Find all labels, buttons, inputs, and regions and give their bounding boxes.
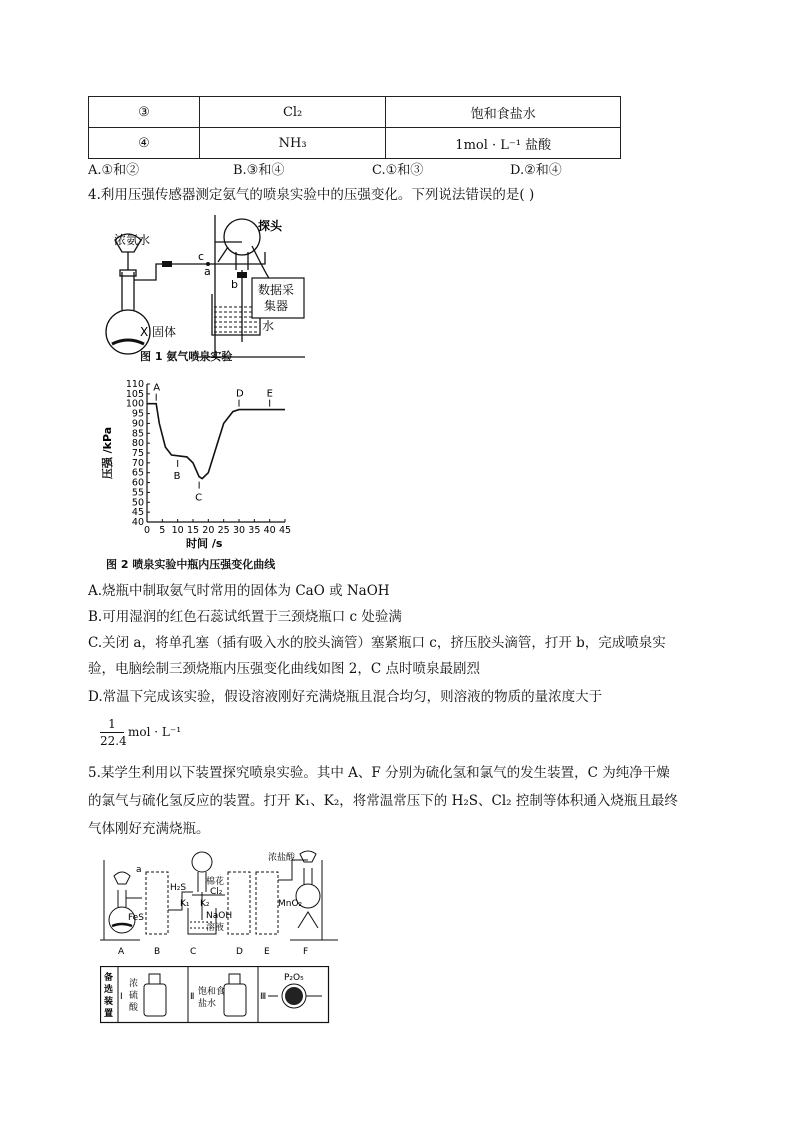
q4-stem: 4.利用压强传感器测定氨气的喷泉实验中的压强变化。下列说法错误的是( )	[88, 187, 535, 203]
fraction-numerator: 1	[108, 717, 116, 731]
y-tick-label: 105	[125, 388, 144, 400]
label-solid: X 固体	[140, 325, 177, 339]
pressure-chart	[95, 378, 295, 558]
spare-title-1: 备	[104, 973, 114, 983]
q4-option-b[interactable]: B.可用湿润的红色石蕊试纸置于三颈烧瓶口 c 处验满	[88, 609, 402, 625]
y-tick-label: 45	[131, 507, 144, 519]
table-row	[89, 97, 621, 128]
liquid-cell: 饱和食盐水	[386, 97, 621, 128]
annotation-label: D	[236, 388, 244, 400]
spare-title-4: 置	[104, 1009, 114, 1019]
q4-option-c[interactable]: C.关闭 a，将单孔塞（插有吸入水的胶头滴管）塞紧瓶口 c，挤压胶头滴管，打开 b，完成喷泉实	[88, 635, 666, 651]
label-ammonia: 浓氨水	[114, 233, 151, 247]
y-tick-label: 40	[131, 517, 144, 528]
spare-label-i: Ⅰ	[120, 992, 123, 1002]
spare-iii-text: P₂O₅	[284, 973, 304, 983]
annotation-label: A	[153, 382, 161, 394]
q4-option-a[interactable]: A.烧瓶中制取氨气时常用的固体为 CaO 或 NaOH	[88, 583, 390, 599]
label-cotton: 棉花	[206, 877, 225, 887]
x-axis-label: 时间 /s	[186, 537, 223, 550]
label-naoh: NaOH	[206, 911, 233, 921]
choice-c[interactable]: C.①和③	[372, 163, 424, 178]
row-number: ③	[89, 97, 200, 128]
label-B: B	[154, 947, 161, 957]
x-tick-label: 45	[278, 525, 292, 536]
label-A: A	[118, 947, 125, 957]
spare-i-text-3: 酸	[129, 1003, 139, 1013]
q4-option-d[interactable]: D.常温下完成该实验，假设溶液刚好充满烧瓶且混合均匀，则溶液的物质的量浓度大于	[88, 689, 603, 705]
label-D: D	[236, 947, 243, 957]
label-a: a	[136, 865, 142, 875]
spare-devices	[100, 966, 330, 1024]
label-conc-hcl: 浓盐酸	[268, 853, 296, 863]
label-collector-1: 数据采	[258, 283, 295, 297]
y-tick-label: 85	[131, 428, 144, 440]
spare-label-ii: Ⅱ	[190, 992, 195, 1002]
y-tick-label: 60	[131, 477, 144, 489]
spare-i-text-2: 硫	[129, 991, 139, 1001]
y-tick-label: 100	[125, 398, 144, 410]
label-solution: 溶液	[206, 923, 225, 933]
q4-option-c-cont: 验，电脑绘制三颈烧瓶内压强变化曲线如图 2，C 点时喷泉最剧烈	[88, 661, 481, 677]
fraction-denominator: 22.4	[100, 734, 127, 748]
x-tick-label: 10	[171, 525, 184, 536]
choice-d[interactable]: D.②和④	[510, 163, 562, 178]
gas-cell: Cl₂	[199, 97, 386, 128]
spare-title-2: 选	[104, 985, 114, 995]
x-tick-label: 5	[159, 525, 166, 536]
y-tick-label: 55	[131, 487, 144, 499]
y-tick-label: 110	[125, 379, 144, 390]
pressure-series-line	[147, 404, 285, 479]
fig2-caption: 图 2 喷泉实验中瓶内压强变化曲线	[106, 558, 276, 571]
label-collector-2: 集器	[264, 299, 289, 313]
label-F: F	[303, 947, 309, 957]
fraction	[100, 717, 127, 748]
spare-ii-text-2: 盐水	[198, 999, 217, 1009]
label-cl2: Cl₂	[210, 887, 223, 897]
y-tick-label: 90	[131, 418, 144, 430]
label-a: a	[204, 265, 211, 278]
label-c: c	[198, 250, 205, 263]
x-tick-label: 0	[143, 525, 151, 536]
label-b: b	[231, 278, 238, 291]
annotation-label: C	[195, 492, 203, 504]
y-tick-label: 50	[131, 497, 144, 509]
x-tick-label: 35	[248, 525, 261, 536]
row-number: ④	[89, 128, 200, 159]
x-tick-label: 25	[217, 525, 230, 536]
label-mno2: MnO₂	[278, 899, 303, 909]
choice-b[interactable]: B.③和④	[233, 163, 285, 178]
y-tick-label: 80	[131, 438, 144, 450]
y-tick-label: 95	[131, 408, 144, 420]
q5-line-3: 气体刚好充满烧瓶。	[88, 821, 210, 837]
label-C: C	[190, 947, 197, 957]
q5-line-1: 5.某学生利用以下装置探究喷泉实验。其中 A、F 分别为硫化氢和氯气的发生装置，C 为纯净干燥	[88, 765, 670, 781]
label-water: 水	[262, 319, 275, 333]
label-k1: K₁	[180, 899, 190, 909]
y-tick-label: 75	[131, 448, 144, 459]
spare-ii-text-1: 饱和食	[198, 987, 226, 997]
x-tick-label: 40	[263, 525, 276, 536]
label-fes: FeS	[128, 913, 144, 923]
q5-line-2: 的氯气与硫化氢反应的装置。打开 K₁、K₂，将常温常压下的 H₂S、Cl₂ 控制等体积通入烧瓶且最终	[88, 793, 678, 809]
liquid-cell: 1mol · L⁻¹ 盐酸	[386, 128, 621, 159]
fig1-apparatus	[90, 212, 340, 364]
annotation-label: E	[266, 388, 273, 400]
x-tick-label: 15	[186, 525, 200, 536]
q5-apparatus	[100, 850, 340, 960]
x-tick-label: 20	[202, 525, 215, 536]
label-E: E	[264, 947, 270, 957]
gas-cell: NH₃	[199, 128, 386, 159]
choice-a[interactable]: A.①和②	[88, 163, 140, 178]
annotation-label: B	[173, 470, 181, 482]
gas-liquid-table	[88, 96, 621, 159]
table-row	[89, 128, 621, 159]
spare-label-iii: Ⅲ	[260, 992, 267, 1002]
y-tick-label: 70	[131, 457, 144, 469]
fraction-unit: mol · L⁻¹	[128, 725, 181, 739]
fig1-caption: 图 1 氨气喷泉实验	[140, 350, 233, 363]
y-tick-label: 65	[131, 467, 144, 479]
label-probe: 探头	[258, 219, 283, 233]
spare-i-text-1: 浓	[129, 979, 139, 989]
y-axis-label: 压强 /kPa	[101, 426, 114, 480]
label-h2s: H₂S	[170, 883, 187, 893]
label-k2: K₂	[200, 899, 210, 909]
x-tick-label: 30	[232, 525, 246, 536]
spare-title-3: 装	[104, 997, 114, 1007]
